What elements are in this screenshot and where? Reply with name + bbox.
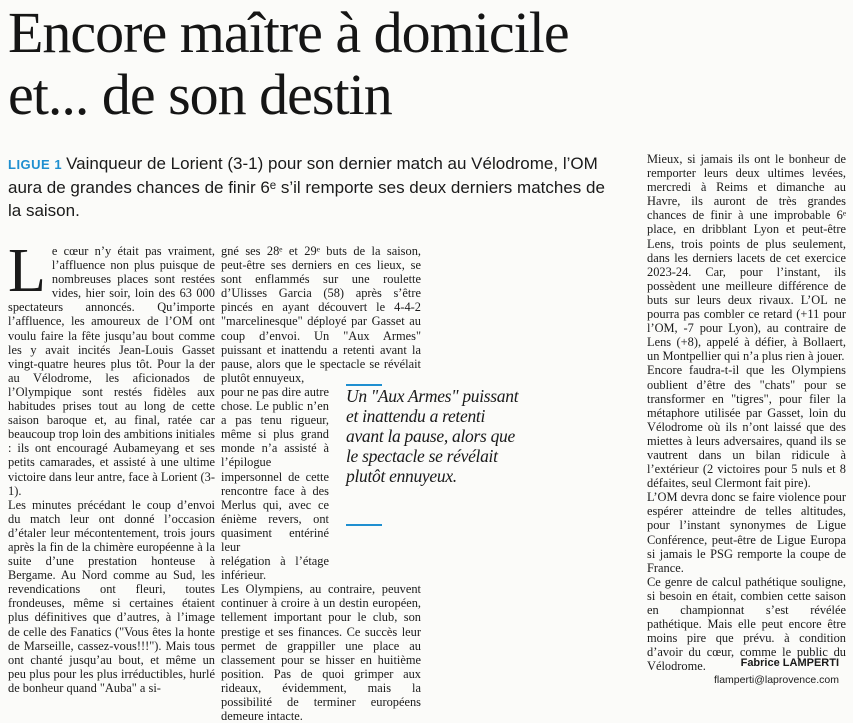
body-paragraph: Encore faudra-t-il que les Olympiens oublient d’être des "chats" pour se transformer en "tigres", pour filer la métaphore utilisée par Gasset, loin du Vélodrome où ils n’ont laissé que des miettes à leurs adversaires, quand ils se vautrent dans un bilan ridicule à l’extérieur (2 victoires pour 5 nuls et 8 défaites, seul Clermont fait pire). xyxy=(647,363,846,491)
section-kicker: LIGUE 1 xyxy=(8,157,63,172)
article-column-1 xyxy=(8,237,215,695)
article-column-3 xyxy=(647,152,846,673)
drop-cap: L xyxy=(8,237,46,305)
headline-line-1: Encore maître à domicile xyxy=(8,0,569,65)
body-paragraph: e cœur n’y était pas vraiment, l’affluence non plus puisque de nombreuses places sont restées vides, hier soir, loin des 63 000 spectateurs annoncés. Qu’importe l’affluence, les amoureux de l’OM ont voulu faire la fête jusqu’au bout comme les y avait incités Jean-Louis Gasset vingt-quatre heures plus tôt. Pour la der au Vélodrome, les aficionados de l’Olympique sont restés fidèles aux habitudes prises tout au long de cette saison baroque et, au final, ratée car beaucoup trop loin des ambitions initiales : ils ont encouragé Aubameyang et ses petits camarades, et assisté à une ultime victoire dans leur antre, face à Lorient (3-1). xyxy=(8,244,215,498)
body-paragraph: Les Olympiens, au contraire, peuvent continuer à croire à un destin européen, tellement important pour le club, son prestige et ses finances. Ce succès leur permet de grappiller une place au classement pour se hisser en huitième position. Pas de quoi grimper aux rideaux, évidemment, mais la possibilité de terminer européens demeure intacte. xyxy=(221,582,421,723)
body-paragraph: Ce genre de calcul pathétique souligne, si besoin en était, combien cette saison en championnat s’est révélée pathétique. Mais elle peut encore être moins pire que prévu. à condition d’avoir du cœur, comme le public du Vélodrome. xyxy=(647,574,846,674)
author-signature: Fabrice LAMPERTI xyxy=(740,657,839,669)
body-paragraph-narrow: pour ne pas dire autre chose. Le public n’en a pas tenu rigueur, même si plus grand monde n’a assisté à l’épilogue impersonnel de cette rencontre face à des Merlus qui, avec ce énième revers, ont quasiment entériné leur xyxy=(221,384,329,554)
headline-line-2: et... de son destin xyxy=(8,62,392,127)
body-paragraph: Mieux, si jamais ils ont le bonheur de remporter leurs deux ultimes levées, mercredi à Reims et dimanche au Havre, ils auront de très grandes chances de finir à une improbable 6ᵉ place, en dribblant Lyon et peut-être Lens, trois points de plus seulement, dans les derniers lacets de cet exercice 2023-24. Car, pour l’instant, ils possèdent une meilleure différence de buts sur leurs deux rivaux. L’OL ne pourra pas combler ce retard (+11 pour l’OM, -7 pour Lyon), au contraire de Lens (+8), appelé à défier, à Bollaert, un Montpellier qui n’a plus rien à jouer. xyxy=(647,152,846,364)
body-paragraph-narrow: relégation à l’étage inférieur. xyxy=(221,554,329,583)
body-paragraph: Les minutes précédant le coup d’envoi du match leur ont donné l’occasion d’étaler leur mécontentement, trois jours après la fin de la chimère européenne à la suite d’une prestation honteuse à Bergame. Au Nord comme au Sud, les revendications ont fleuri, toutes frondeuses, même si certaines étaient plus définitives que d’autres, à l’image de celle des Fanatics ("Vous êtes la honte de Marseille, cassez-vous!!!"). Mais tous ont chanté jusqu’au bout, et même un peu plus pour les plus irréductibles, hurlé de bonheur quand "Auba" a si- xyxy=(8,497,215,695)
pullquote: Un "Aux Armes" puissant et inattendu a retenti avant la pause, alors que le spectacle se révélait plutôt ennuyeux. xyxy=(346,386,519,486)
body-paragraph: L’OM devra donc se faire violence pour espérer atteindre de telles altitudes, pour l’instant synonymes de Ligue Conférence, peut-être de Ligue Europa si jamais le PSG remporte la coupe de France. xyxy=(647,490,846,575)
pullquote-rule-bottom xyxy=(346,524,382,526)
headline xyxy=(8,2,848,126)
lead-text: Vainqueur de Lorient (3-1) pour son dernier match au Vélodrome, l’OM aura de grandes chances de finir 6ᵉ s’il remporte ses deux derniers matches de la saison. xyxy=(8,154,605,220)
lead-paragraph xyxy=(8,152,608,222)
body-paragraph: gné ses 28ᵉ et 29ᵉ buts de la saison, peut-être ses derniers en ces lieux, se sont enflammés sur une roulette d’Ulisses Garcia (58) après s’être pincés en ayant découvert le 4-4-2 "marcelinesque" déployé par Gasset au coup d’envoi. Un "Aux Armes" puissant et inattendu a retenti avant la pause, alors que le spectacle se révélait plutôt ennuyeux, xyxy=(221,244,421,385)
author-email[interactable]: flamperti@laprovence.com xyxy=(713,674,839,686)
